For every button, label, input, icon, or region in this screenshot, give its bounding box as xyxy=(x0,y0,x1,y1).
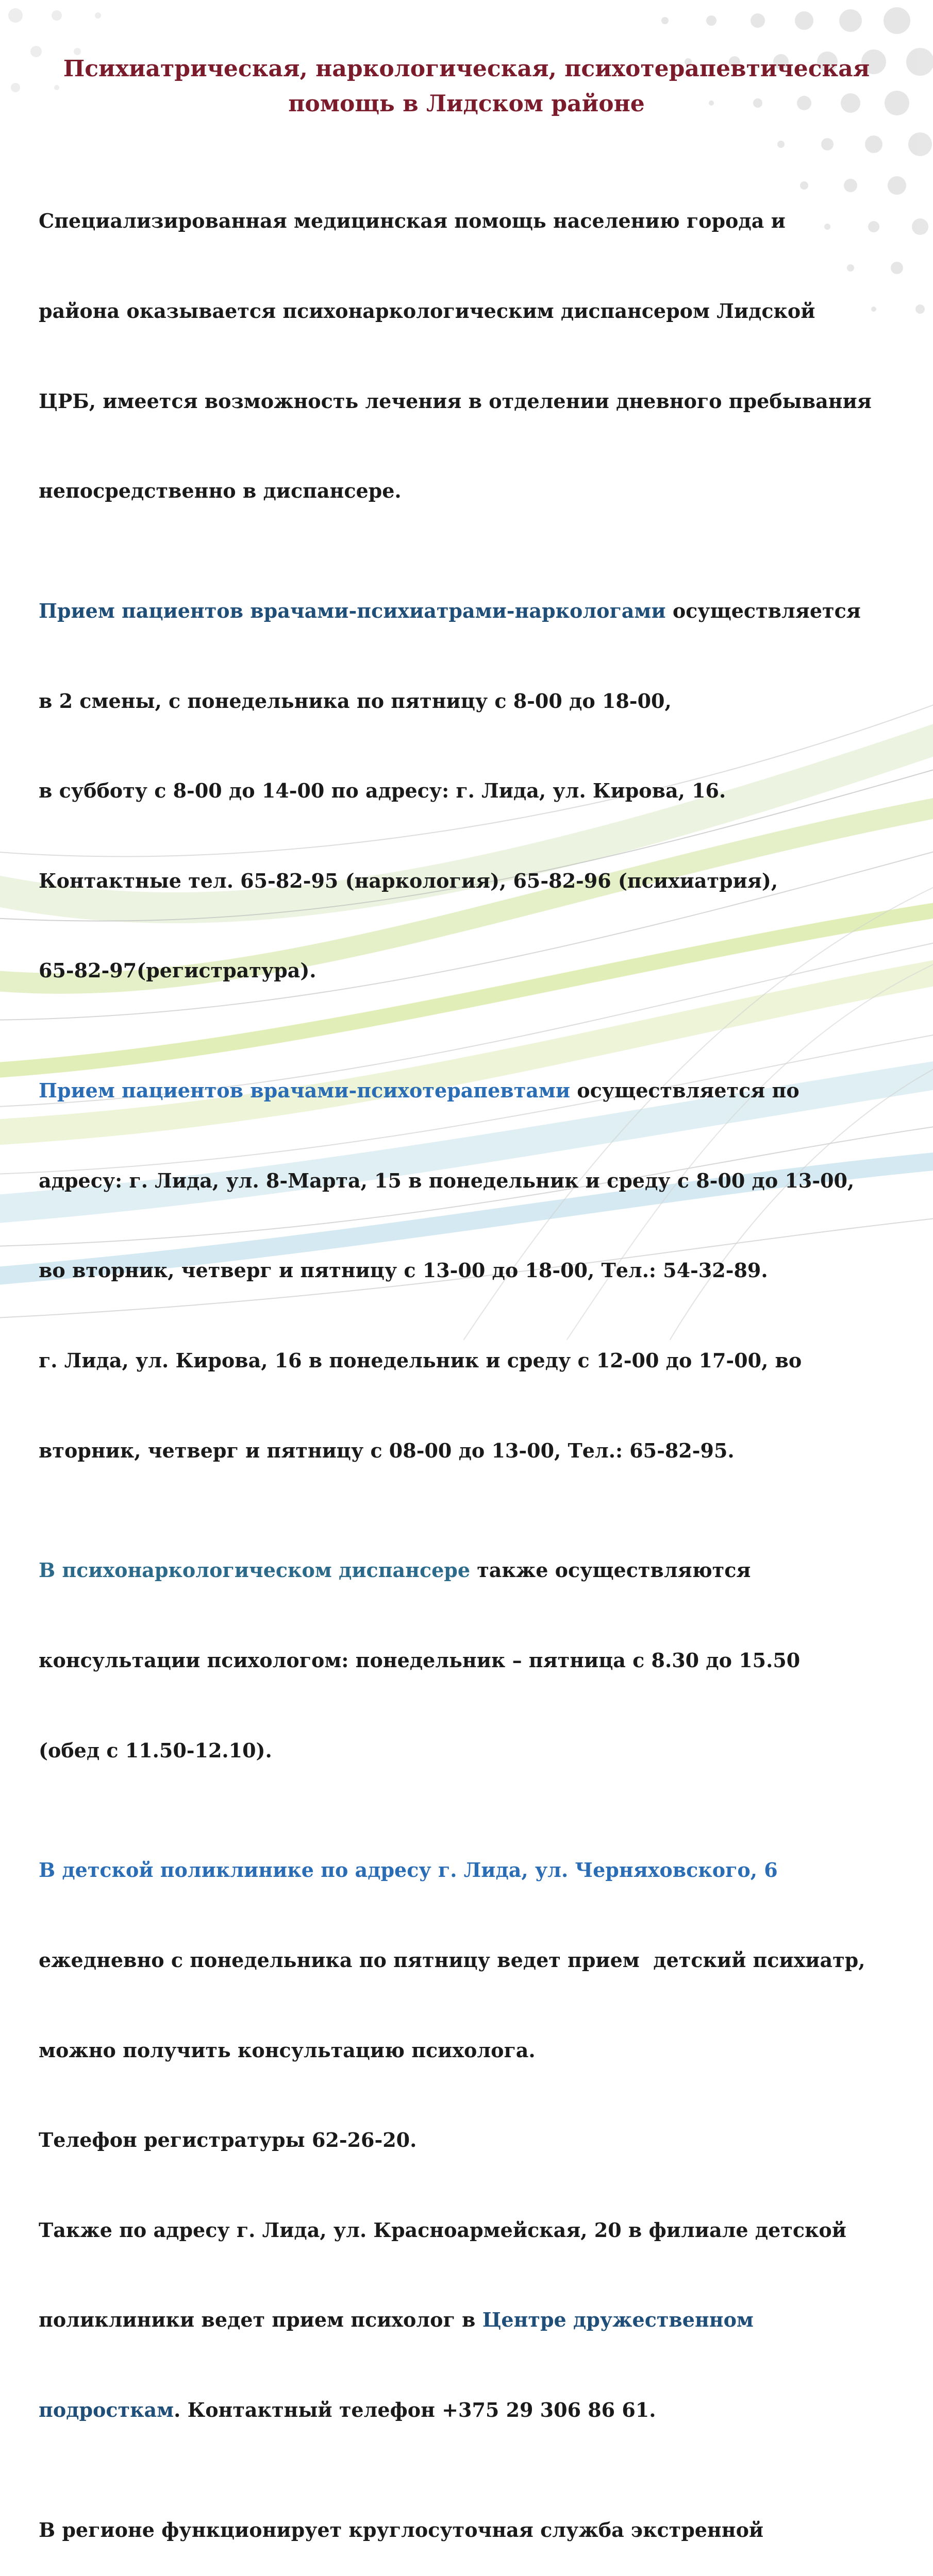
children-line-2: ежедневно с понедельника по пятницу ведет прием детский психиатр, xyxy=(39,1948,865,1972)
children-line-1 xyxy=(39,1855,915,1885)
psychotherapy-line-1-rest: осуществляется по xyxy=(570,1079,799,1103)
hotline-line-1: В регионе функционирует круглосуточная служба экстренной xyxy=(39,2518,764,2541)
psychotherapy-line-3: во вторник, четверг и пятницу с 13-00 до 18-00, Тел.: 54-32-89. xyxy=(39,1259,768,1282)
intro-line-1: Специализированная медицинская помощь населению города и xyxy=(39,209,786,233)
psychotherapy-line-4: г. Лида, ул. Кирова, 16 в понедельник и среду с 12-00 до 17-00, во xyxy=(39,1348,802,1372)
children-line-4: Телефон регистратуры 62-26-20. xyxy=(39,2128,417,2152)
intro-line-4: непосредственно в диспансере. xyxy=(39,479,402,503)
psychologist-line-1-rest: также осуществляются xyxy=(470,1558,751,1582)
psychotherapy-line-1 xyxy=(39,1076,915,1106)
psychologist-line-3: (обед с 11.50-12.10). xyxy=(39,1738,272,1762)
narcology-line-1-rest: осуществляется xyxy=(665,599,861,622)
children-line-5: Также по адресу г. Лида, ул. Красноармейская, 20 в филиале детской xyxy=(39,2218,846,2242)
children-line-7 xyxy=(39,2395,915,2425)
narcology-heading: Прием пациентов врачами-психиатрами-наркологами xyxy=(39,599,666,622)
youth-center-name-part-2: подросткам xyxy=(39,2398,174,2421)
children-line-6 xyxy=(39,2305,915,2335)
body-text xyxy=(39,146,915,2576)
psychologist-line-1 xyxy=(39,1555,915,1585)
children-line-6-pre: поликлиники ведет прием психолог в xyxy=(39,2308,482,2332)
youth-center-name-part-1: Центре дружественном xyxy=(482,2308,754,2332)
narcology-line-4: Контактные тел. 65-82-95 (наркология), 65-82-96 (психиатрия), xyxy=(39,869,778,892)
intro-line-3: ЦРБ, имеется возможность лечения в отделении дневного пребывания xyxy=(39,389,872,413)
intro-line-2: района оказывается психонаркологическим диспансером Лидской xyxy=(39,299,815,323)
page-title-line-2: помощь в Лидском районе xyxy=(288,91,645,117)
psychologist-line-2: консультации психологом: понедельник – пятница с 8.30 до 15.50 xyxy=(39,1648,801,1672)
page-title-line-1: Психиатрическая, наркологическая, психотерапевтическая xyxy=(63,56,870,82)
psychotherapy-line-5: вторник, четверг и пятницу с 08-00 до 13-00, Тел.: 65-82-95. xyxy=(39,1438,735,1462)
page-title xyxy=(31,52,902,122)
psychotherapy-heading: Прием пациентов врачами-психотерапевтами xyxy=(39,1079,571,1103)
children-line-3: можно получить консультацию психолога. xyxy=(39,2038,536,2062)
psychologist-heading: В психонаркологическом диспансере xyxy=(39,1558,471,1582)
narcology-line-1 xyxy=(39,596,915,626)
narcology-line-3: в субботу с 8-00 до 14-00 по адресу: г. Лида, ул. Кирова, 16. xyxy=(39,779,726,803)
children-heading: В детской поликлинике по адресу г. Лида, ул. Черняховского, 6 xyxy=(39,1858,778,1882)
psychotherapy-line-2: адресу: г. Лида, ул. 8-Марта, 15 в понедельник и среду с 8-00 до 13-00, xyxy=(39,1168,855,1192)
narcology-line-2: в 2 смены, с понедельника по пятницу с 8-00 до 18-00, xyxy=(39,689,672,713)
narcology-line-5: 65-82-97(регистратура). xyxy=(39,959,316,982)
children-line-7-rest: . Контактный телефон +375 29 306 86 61. xyxy=(174,2398,656,2421)
